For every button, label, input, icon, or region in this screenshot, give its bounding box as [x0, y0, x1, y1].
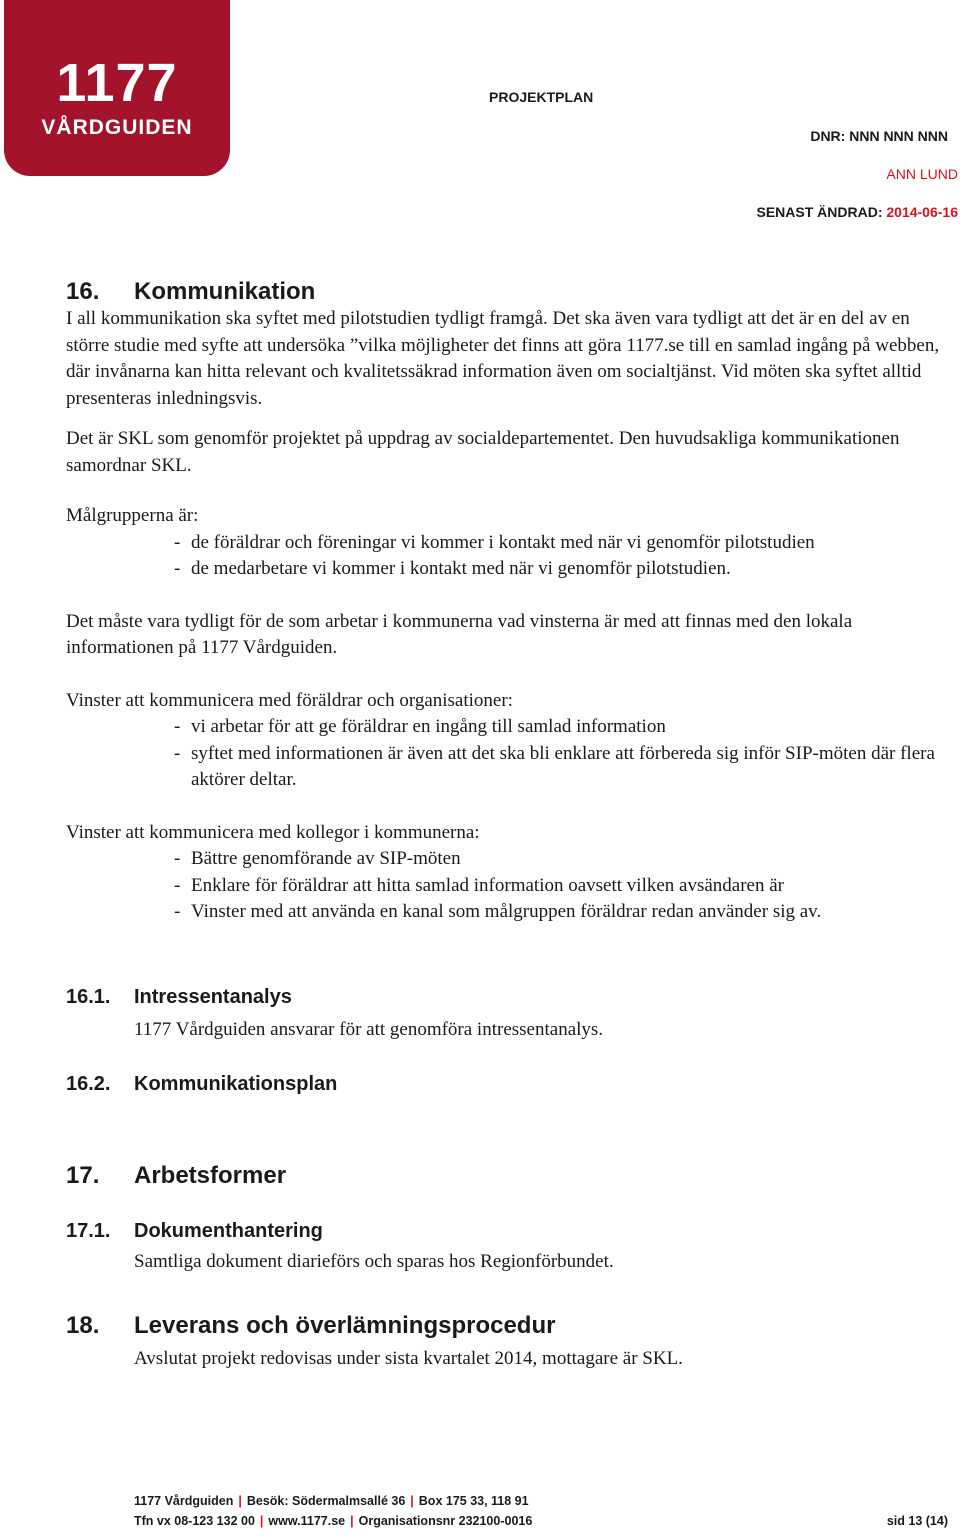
section-16-2-heading — [66, 1073, 950, 1096]
page-footer — [134, 1494, 948, 1534]
dnr-label: DNR: — [810, 128, 846, 144]
list-item: - vi arbetar för att ge föräldrar en ingång till samlad information — [174, 714, 950, 741]
list-item: - de föräldrar och föreningar vi kommer i kontakt med när vi genomför pilotstudien — [174, 530, 950, 557]
section-17-1-heading — [66, 1220, 950, 1243]
section-16-1-heading — [66, 986, 950, 1009]
changed-value: 2014-06-16 — [886, 204, 958, 220]
section-18-heading — [66, 1312, 950, 1340]
section-title: Dokumenthantering — [134, 1220, 323, 1242]
section-title: Arbetsformer — [134, 1162, 287, 1189]
logo-name: VÅRDGUIDEN — [41, 116, 193, 139]
document-body — [66, 278, 950, 1372]
footer-box: Box 175 33, 118 91 — [418, 1494, 529, 1508]
footer-org: 1177 Vårdguiden — [134, 1494, 234, 1508]
footer-visit: Besök: Södermalmsallé 36 — [246, 1494, 406, 1508]
list-item: - Bättre genomförande av SIP-möten — [174, 846, 950, 873]
section-number: 16.1. — [66, 985, 111, 1008]
section-16-heading — [66, 278, 950, 306]
list-item: - Enklare för föräldrar att hitta samlad information oavsett vilken avsändaren är — [174, 873, 950, 900]
section-title: Kommunikation — [134, 278, 316, 305]
list-item: - Vinster med att använda en kanal som målgruppen föräldrar redan använder sig av. — [174, 899, 950, 926]
list-intro: Vinster att kommunicera med föräldrar och organisationer: — [66, 689, 513, 711]
gains-parents-list — [66, 714, 950, 794]
paragraph: Avslutat projekt redovisas under sista kvartalet 2014, mottagare är SKL. — [134, 1347, 683, 1369]
paragraph: Samtliga dokument diarieförs och sparas hos Regionförbundet. — [134, 1251, 614, 1272]
logo-number: 1177 — [56, 53, 178, 113]
paragraph: Det måste vara tydligt för de som arbetar i kommunerna vad vinsterna är med att finnas med den lokala informationen på 1177 Vårdguiden. — [66, 610, 853, 658]
footer-row-1: 1177 Vårdguiden | Besök: Södermalmsallé 36 | Box 175 33, 118 91 — [134, 1494, 529, 1508]
footer-row-2: Tfn vx 08-123 132 00 | www.1177.se | Organisationsnr 232100-0016 sid 13 (14) — [134, 1514, 948, 1528]
section-number: 16.2. — [66, 1073, 111, 1095]
section-title: Kommunikationsplan — [134, 1073, 338, 1095]
list-intro: Vinster att kommunicera med kollegor i kommunerna: — [66, 821, 480, 843]
section-title: Intressentanalys — [134, 985, 292, 1008]
list-item: - de medarbetare vi kommer i kontakt med när vi genomför pilotstudien. — [174, 556, 950, 583]
brand-logo — [4, 0, 230, 176]
section-title: Leverans och överlämningsprocedur — [134, 1311, 556, 1339]
section-number: 18. — [66, 1311, 100, 1339]
section-number: 16. — [66, 278, 100, 305]
dnr-value: NNN NNN NNN — [849, 128, 948, 144]
paragraph: 1177 Vårdguiden ansvarar för att genomföra intressentanalys. — [134, 1018, 604, 1040]
footer-orgnr: Organisationsnr 232100-0016 — [358, 1514, 533, 1528]
paragraph: Det är SKL som genomför projektet på uppdrag av socialdepartementet. Den huvudsakliga kommunikationen samordnar SKL. — [66, 428, 900, 476]
gains-colleagues-list — [66, 846, 950, 926]
target-groups-list — [66, 530, 950, 583]
page-number: sid 13 (14) — [886, 1514, 948, 1528]
changed-line — [756, 204, 958, 220]
footer-web[interactable]: www.1177.se — [268, 1514, 346, 1528]
changed-label: SENAST ÄNDRAD: — [756, 204, 883, 220]
section-number: 17.1. — [66, 1220, 111, 1242]
list-item: - syftet med informationen är även att det ska bli enklare att förbereda sig inför SIP-möten där flera aktörer deltar. — [174, 741, 950, 794]
doc-type: PROJEKTPLAN — [489, 89, 594, 105]
list-intro: Målgrupperna är: — [66, 505, 199, 526]
section-number: 17. — [66, 1162, 100, 1189]
author: ANN LUND — [886, 166, 958, 182]
paragraph: I all kommunikation ska syftet med pilotstudien tydligt framgå. Det ska även vara tydligt att det är en del av en större studie med syfte att undersöka ”vilka möjligheter det finns att göra 1177.se till en samlad ingång på webben, där invånarna kan hitta relevant och kvalitetssäkrad information även om socialtjänst. Vid möten ska syftet alltid presenteras inledningsvis. — [66, 308, 940, 409]
section-17-heading — [66, 1162, 950, 1190]
footer-phone: Tfn vx 08-123 132 00 — [134, 1514, 255, 1528]
dnr-line — [810, 128, 948, 144]
